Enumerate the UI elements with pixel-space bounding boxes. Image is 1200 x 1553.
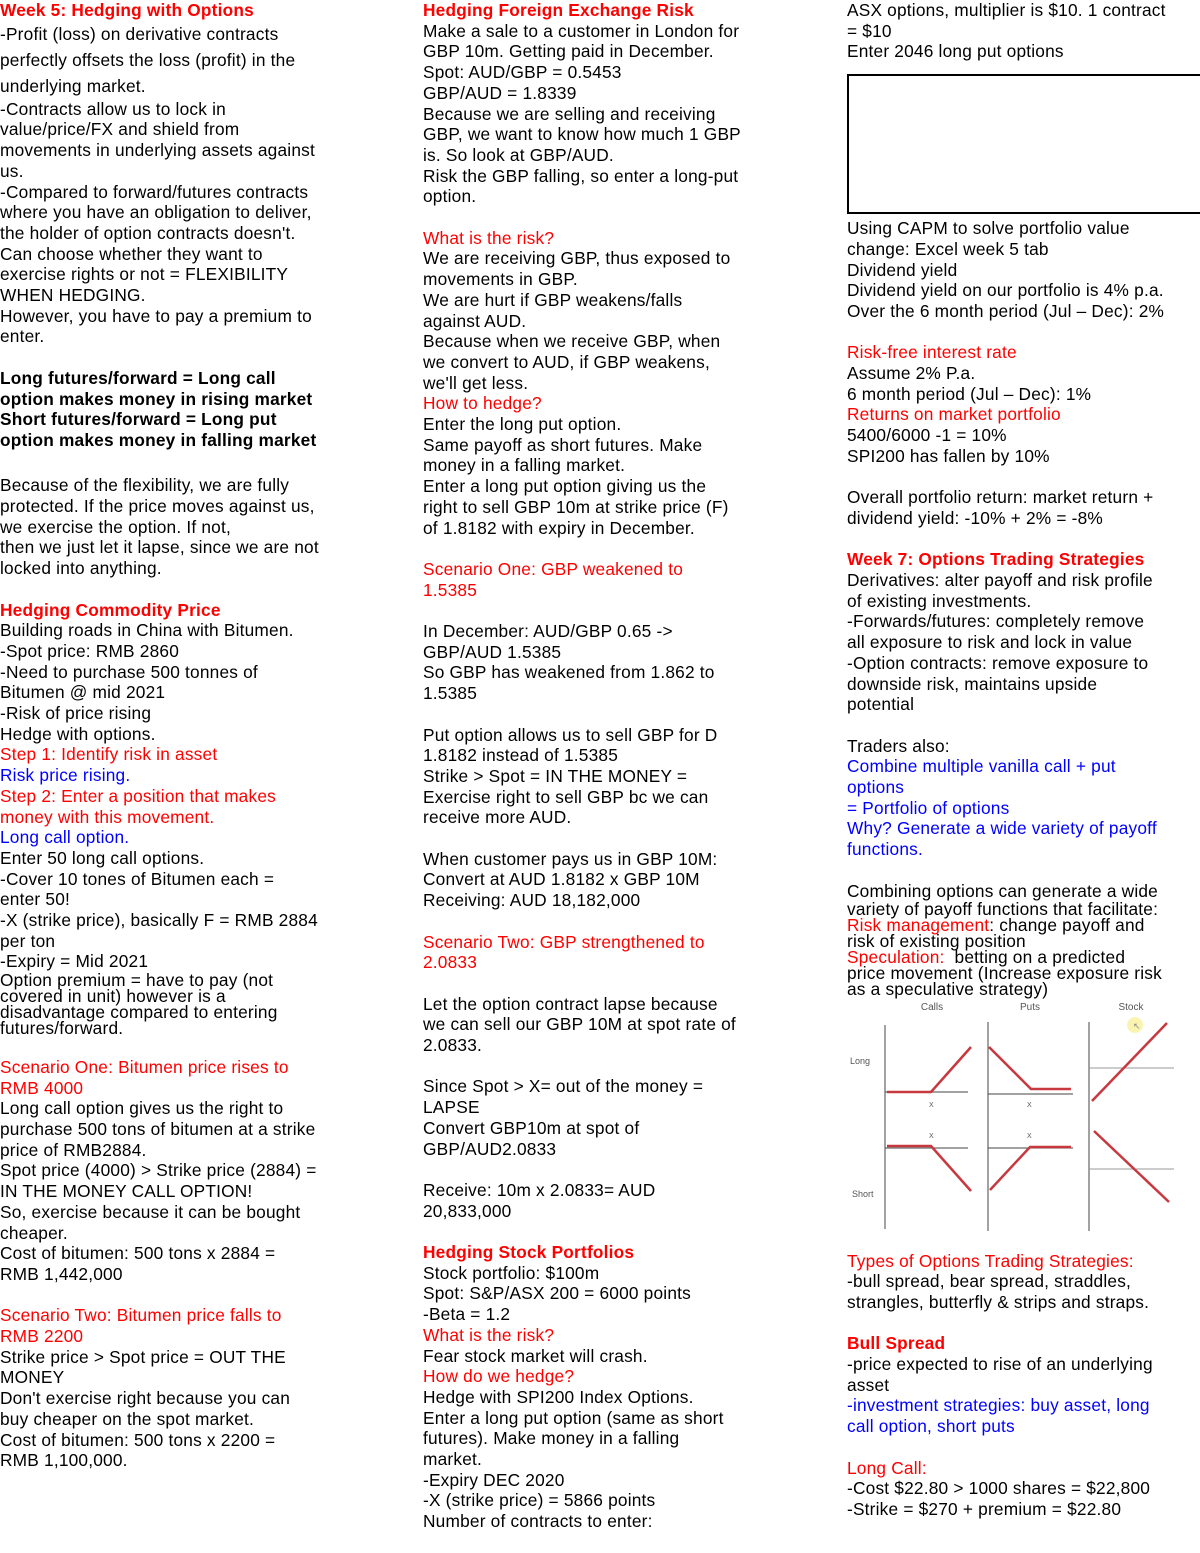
text-line: purchase 500 tons of bitumen at a strike (0, 1118, 316, 1139)
text-line: ASX options, multiplier is $10. 1 contract (847, 0, 1166, 20)
hedge-block (423, 414, 795, 538)
text-line: -Expiry DEC 2020 (423, 1469, 565, 1490)
text-line: underlying market. (0, 75, 146, 96)
text-line: -Cover 10 tones of Bitumen each = (0, 868, 275, 889)
text-line: variety of payoff functions that facilitate: (847, 898, 1159, 919)
strike-label: X (929, 1101, 934, 1109)
text-line: us. (0, 160, 24, 181)
what-is-risk-label: What is the risk? (423, 227, 555, 248)
how-to-hedge-label: How to hedge? (423, 393, 542, 414)
long-stock-chart (1089, 1017, 1174, 1132)
scenario-two-title: Scenario Two: Bitumen price falls to (0, 1305, 282, 1326)
text-line: -Contracts allow us to lock in (0, 98, 226, 119)
bull-spread-title: Bull Spread (847, 1333, 946, 1354)
text-line: movements in underlying assets against (0, 140, 315, 161)
text-line: as a speculative strategy) (847, 978, 1049, 999)
step-1-label: Step 1: Identify risk in asset (0, 744, 218, 765)
text-line: Strike > Spot = IN THE MONEY = (423, 765, 688, 786)
text-line: where you have an obligation to deliver, (0, 202, 312, 223)
text-line: against AUD. (423, 310, 527, 331)
text-line: then we just let it lapse, since we are not (0, 537, 319, 558)
text-line: Risk the GBP falling, so enter a long-put (423, 165, 739, 186)
text-line: Assume 2% P.a. (847, 363, 976, 384)
text-line: Same payoff as short futures. Make (423, 434, 703, 455)
text-line: We are receiving GBP, thus exposed to (423, 248, 731, 269)
text-line: market. (423, 1449, 483, 1470)
col-label-stock: Stock (1118, 1001, 1144, 1013)
text-line: Put option allows us to sell GBP for D (423, 724, 718, 745)
text-line: -price expected to rise of an underlying (847, 1354, 1153, 1375)
text-line: Strike price > Spot price = OUT THE (0, 1346, 286, 1367)
text-line: option makes money in falling market (0, 429, 317, 450)
scenario-one-block (0, 1098, 360, 1284)
text-line: money in a falling market. (423, 455, 626, 476)
derivatives-block (847, 570, 1200, 715)
text-line: 6 month period (Jul – Dec): 1% (847, 383, 1092, 404)
fx-scenario-two-title: Scenario Two: GBP strengthened to (423, 931, 705, 952)
text-line: Overall portfolio return: market return + (847, 487, 1154, 508)
text-line: Because of the flexibility, we are fully (0, 475, 290, 496)
text-line: GBP/AUD 1.5385 (423, 641, 562, 662)
text-line: Enter a long put option (same as short (423, 1407, 724, 1428)
risk-free-block (847, 363, 1200, 404)
text-line: Hedge with options. (0, 723, 156, 744)
fx-block (423, 21, 795, 207)
text-line: = $10 (847, 20, 892, 41)
text-line: RMB 1,442,000 (0, 1263, 123, 1284)
risk-management-label: Risk management (847, 914, 990, 935)
text-line: Dividend yield (847, 259, 958, 280)
text-line: Long futures/forward = Long call (0, 367, 276, 388)
text-line: -Spot price: RMB 2860 (0, 640, 180, 661)
text-line: Let the option contract lapse because (423, 993, 718, 1014)
text-line: LAPSE (423, 1097, 480, 1118)
text-line: When customer pays us in GBP 10M: (423, 848, 718, 869)
text-line: covered in unit) however is a (0, 986, 226, 1007)
december-block (423, 621, 795, 704)
lapse-block (423, 994, 795, 1056)
text-line: value/price/FX and shield from (0, 119, 240, 140)
overall-return-block (847, 487, 1200, 528)
text-line: Because we are selling and receiving (423, 103, 716, 124)
text-line: -X (strike price), basically F = RMB 2884 (0, 910, 318, 931)
text-line: 5400/6000 -1 = 10% (847, 425, 1007, 446)
text-line: IN THE MONEY CALL OPTION! (0, 1181, 253, 1202)
text-line: So, exercise because it can be bought (0, 1201, 301, 1222)
text-line: -Profit (loss) on derivative contracts (0, 23, 279, 44)
how-do-we-hedge-label: How do we hedge? (423, 1366, 575, 1387)
text-line: -Forwards/futures: completely remove (847, 611, 1145, 632)
text-line: 1.8182 instead of 1.5385 (423, 745, 619, 766)
types-block (847, 1271, 1200, 1312)
text-line: Receiving: AUD 18,182,000 (423, 890, 641, 911)
text-line: GBP, we want to know how much 1 GBP (423, 124, 741, 145)
text-line: Combine multiple vanilla call + put (847, 756, 1116, 777)
text-line: In December: AUD/GBP 0.65 -> (423, 621, 673, 642)
text-line: However, you have to pay a premium to (0, 305, 312, 326)
spi-block (423, 1387, 795, 1532)
scenario-two-block (0, 1347, 360, 1471)
short-call-chart (885, 1127, 971, 1229)
text-line: options (847, 777, 905, 798)
text-line: -investment strategies: buy asset, long (847, 1395, 1150, 1416)
svg-text:↖: ↖ (1133, 1020, 1141, 1031)
traders-line: Traders also: (847, 735, 950, 756)
text-line: protected. If the price moves against us, (0, 496, 315, 517)
week5-title: Week 5: Hedging with Options (0, 0, 254, 20)
out-of-money-block (423, 1076, 795, 1159)
text-line: GBP 10m. Getting paid in December. (423, 41, 714, 62)
text-line: price movement (Increase exposure risk (847, 962, 1162, 983)
portfolio-options-block (847, 756, 1200, 860)
commodity-block (0, 620, 360, 744)
intro-block (0, 21, 360, 99)
investment-strategies-block (847, 1395, 1200, 1436)
text-line: So GBP has weakened from 1.862 to (423, 662, 715, 683)
risk-free-title: Risk-free interest rate (847, 342, 1017, 363)
text-line: -Cost $22.80 > 1000 shares = $22,800 (847, 1478, 1151, 1499)
text-line: Convert at AUD 1.8182 x GBP 10M (423, 869, 700, 890)
text-line: GBP/AUD = 1.8339 (423, 82, 577, 103)
text-line: Exercise right to sell GBP bc we can (423, 786, 709, 807)
text-line: change: Excel week 5 tab (847, 238, 1049, 259)
text-line: Make a sale to a customer in London for (423, 20, 740, 41)
column-1 (0, 0, 360, 1471)
text-line: Stock portfolio: $100m (423, 1262, 600, 1283)
row-label-long: Long (850, 1055, 871, 1066)
short-stock-chart (1089, 1129, 1174, 1231)
text-line: MONEY (0, 1367, 65, 1388)
text-line: Hedge with SPI200 Index Options. (423, 1386, 694, 1407)
text-line: of existing investments. (847, 590, 1032, 611)
long-call-label: Long call option. (0, 827, 130, 848)
blank-box (847, 74, 1200, 214)
commodity-title: Hedging Commodity Price (0, 599, 221, 620)
text-line: we can sell our GBP 10M at spot rate of (423, 1014, 736, 1035)
bull-spread-block (847, 1354, 1200, 1395)
text-line: = Portfolio of options (847, 797, 1010, 818)
text-line: all exposure to risk and lock in value (847, 632, 1133, 653)
text-line: Over the 6 month period (Jul – Dec): 2% (847, 300, 1165, 321)
text-line: Don't exercise right because you can (0, 1388, 291, 1409)
put-option-block (423, 725, 795, 829)
text-line: -Option contracts: remove exposure to (847, 652, 1149, 673)
contracts-block (0, 99, 360, 347)
week7-title: Week 7: Options Trading Strategies (847, 549, 1145, 570)
stock-block (423, 1263, 795, 1325)
text-line: exercise rights or not = FLEXIBILITY (0, 264, 289, 285)
scenario-one-title: Scenario One: Bitumen price rises to (0, 1056, 289, 1077)
text-line: Because when we receive GBP, when (423, 331, 721, 352)
text-line: Option premium = have to pay (not (0, 970, 274, 991)
text-line: Receive: 10m x 2.0833= AUD (423, 1179, 656, 1200)
text-line: Why? Generate a wide variety of payoff (847, 818, 1157, 839)
text-line: We are hurt if GBP weakens/falls (423, 289, 683, 310)
fx-scenario-one-title: Scenario One: GBP weakened to (423, 558, 684, 579)
text-line: Enter 2046 long put options (847, 41, 1064, 62)
text-line: Spot: AUD/GBP = 0.5453 (423, 62, 622, 83)
scenario-one-title-cont: RMB 4000 (0, 1077, 84, 1098)
row-label-short: Short (852, 1188, 874, 1199)
text-line: functions. (847, 839, 923, 860)
text-line: risk of existing position (847, 930, 1026, 951)
text-line: -Need to purchase 500 tonnes of (0, 661, 258, 682)
fx-scenario-two-title-cont: 2.0833 (423, 952, 478, 973)
long-put-chart (988, 1022, 1073, 1132)
text-line: RMB 1,100,000. (0, 1450, 128, 1471)
text-line: SPI200 has fallen by 10% (847, 445, 1050, 466)
text-line: Using CAPM to solve portfolio value (847, 218, 1130, 239)
text-line: asset (847, 1374, 890, 1395)
stock-title: Hedging Stock Portfolios (423, 1242, 635, 1263)
strike-label: X (1027, 1132, 1032, 1140)
text-line: of 1.8182 with expiry in December. (423, 517, 695, 538)
text-line: disadvantage compared to entering (0, 1002, 278, 1023)
long-call-title: Long Call: (847, 1457, 927, 1478)
text-line: we convert to AUD, if GBP weakens, (423, 351, 710, 372)
text-line: 20,833,000 (423, 1200, 512, 1221)
text-line: WHEN HEDGING. (0, 285, 146, 306)
types-title: Types of Options Trading Strategies: (847, 1250, 1134, 1271)
text-line: Long call option gives us the right to (0, 1098, 284, 1119)
text-line: is. So look at GBP/AUD. (423, 144, 614, 165)
text-line: Enter the long put option. (423, 414, 622, 435)
text-line: Derivatives: alter payoff and risk profile (847, 570, 1153, 591)
text-line: enter. (0, 326, 45, 347)
text-line: 1.5385 (423, 683, 478, 704)
strike-label: X (929, 1132, 934, 1140)
text-line: -Compared to forward/futures contracts (0, 181, 309, 202)
text-line: the holder of option contracts doesn't. (0, 222, 296, 243)
what-is-risk-label-2: What is the risk? (423, 1324, 555, 1345)
text-line: Since Spot > X= out of the money = (423, 1076, 704, 1097)
column-2 (423, 0, 795, 1532)
risk-block (423, 248, 795, 393)
futures-equivalence-block (0, 368, 360, 451)
text-line: -X (strike price) = 5866 points (423, 1490, 656, 1511)
text-line: option makes money in rising market (0, 388, 313, 409)
risk-label: Risk price rising. (0, 765, 131, 786)
crash-line: Fear stock market will crash. (423, 1345, 648, 1366)
step-2-label: Step 2: Enter a position that makes (0, 785, 276, 806)
market-returns-title: Returns on market portfolio (847, 404, 1061, 425)
text-line: Can choose whether they want to (0, 243, 263, 264)
col-label-puts: Puts (1019, 1001, 1041, 1013)
text-line: potential (847, 694, 915, 715)
long-call-cost-block (847, 1478, 1200, 1519)
asx-block (847, 0, 1200, 62)
text-line: Enter 50 long call options. (0, 847, 205, 868)
text-line: enter 50! (0, 889, 71, 910)
text-line: Bitumen @ mid 2021 (0, 682, 166, 703)
combining-block (847, 881, 1200, 997)
text-line: right to sell GBP 10m at strike price (F) (423, 496, 729, 517)
short-put-chart (988, 1129, 1073, 1231)
text-line: Spot: S&P/ASX 200 = 6000 points (423, 1283, 692, 1304)
text-line: call option, short puts (847, 1416, 1015, 1437)
text-line: Number of contracts to enter: (423, 1511, 653, 1532)
flexibility-block (0, 475, 360, 579)
text-line: Convert GBP10m at spot of (423, 1117, 640, 1138)
text-line: GBP/AUD2.0833 (423, 1138, 557, 1159)
text-line: futures/forward. (0, 1018, 124, 1039)
text-line: receive more AUD. (423, 807, 572, 828)
text-line: Combining options can generate a wide (847, 880, 1158, 901)
long-call-block (0, 848, 360, 972)
payoff-diagram (847, 997, 1200, 1239)
capm-block (847, 218, 1200, 322)
text-line: locked into anything. (0, 558, 162, 579)
fx-title: Hedging Foreign Exchange Risk (423, 0, 694, 20)
text-line: per ton (0, 930, 56, 951)
text-line: strangles, butterfly & strips and straps. (847, 1291, 1150, 1312)
text-line: -Expiry = Mid 2021 (0, 951, 149, 972)
text-line: -Strike = $270 + premium = $22.80 (847, 1498, 1122, 1519)
strike-label: X (1027, 1101, 1032, 1109)
text-line: we'll get less. (423, 372, 529, 393)
text-line: cheaper. (0, 1222, 68, 1243)
text-line: we exercise the option. If not, (0, 516, 231, 537)
text-span: betting on a predicted (944, 946, 1126, 967)
market-returns-block (847, 425, 1200, 466)
text-line: movements in GBP. (423, 269, 578, 290)
col-label-calls: Calls (920, 1001, 944, 1013)
text-line: option. (423, 186, 477, 207)
text-line: Cost of bitumen: 500 tons x 2200 = (0, 1429, 276, 1450)
text-line: buy cheaper on the spot market. (0, 1408, 255, 1429)
text-line: -Risk of price rising (0, 703, 152, 724)
fx-scenario-one-title-cont: 1.5385 (423, 579, 478, 600)
column-3 (847, 0, 1200, 1520)
step-2-label-cont: money with this movement. (0, 806, 215, 827)
text-line: downside risk, maintains upside (847, 673, 1098, 694)
payment-block (423, 849, 795, 911)
text-line: Short futures/forward = Long put (0, 409, 277, 430)
text-line: -bull spread, bear spread, straddles, (847, 1271, 1132, 1292)
text-line: dividend yield: -10% + 2% = -8% (847, 507, 1103, 528)
text-span: : change payoff and (989, 914, 1145, 935)
text-line: -Beta = 1.2 (423, 1304, 511, 1325)
text-line: Building roads in China with Bitumen. (0, 620, 294, 641)
text-line: 2.0833. (423, 1035, 483, 1056)
text-line: Cost of bitumen: 500 tons x 2884 = (0, 1243, 276, 1264)
text-line: price of RMB2884. (0, 1139, 147, 1160)
speculation-label: Speculation: (847, 946, 945, 967)
scenario-two-title-cont: RMB 2200 (0, 1326, 84, 1346)
long-call-chart (885, 1025, 971, 1129)
receive-block (423, 1180, 795, 1221)
text-line: Enter a long put option giving us the (423, 476, 707, 497)
text-line: Spot price (4000) > Strike price (2884) = (0, 1160, 317, 1181)
premium-block (0, 970, 360, 1039)
text-line: futures). Make money in a falling (423, 1428, 680, 1449)
text-line: perfectly offsets the loss (profit) in the (0, 49, 296, 70)
text-line: Dividend yield on our portfolio is 4% p.a. (847, 280, 1164, 301)
